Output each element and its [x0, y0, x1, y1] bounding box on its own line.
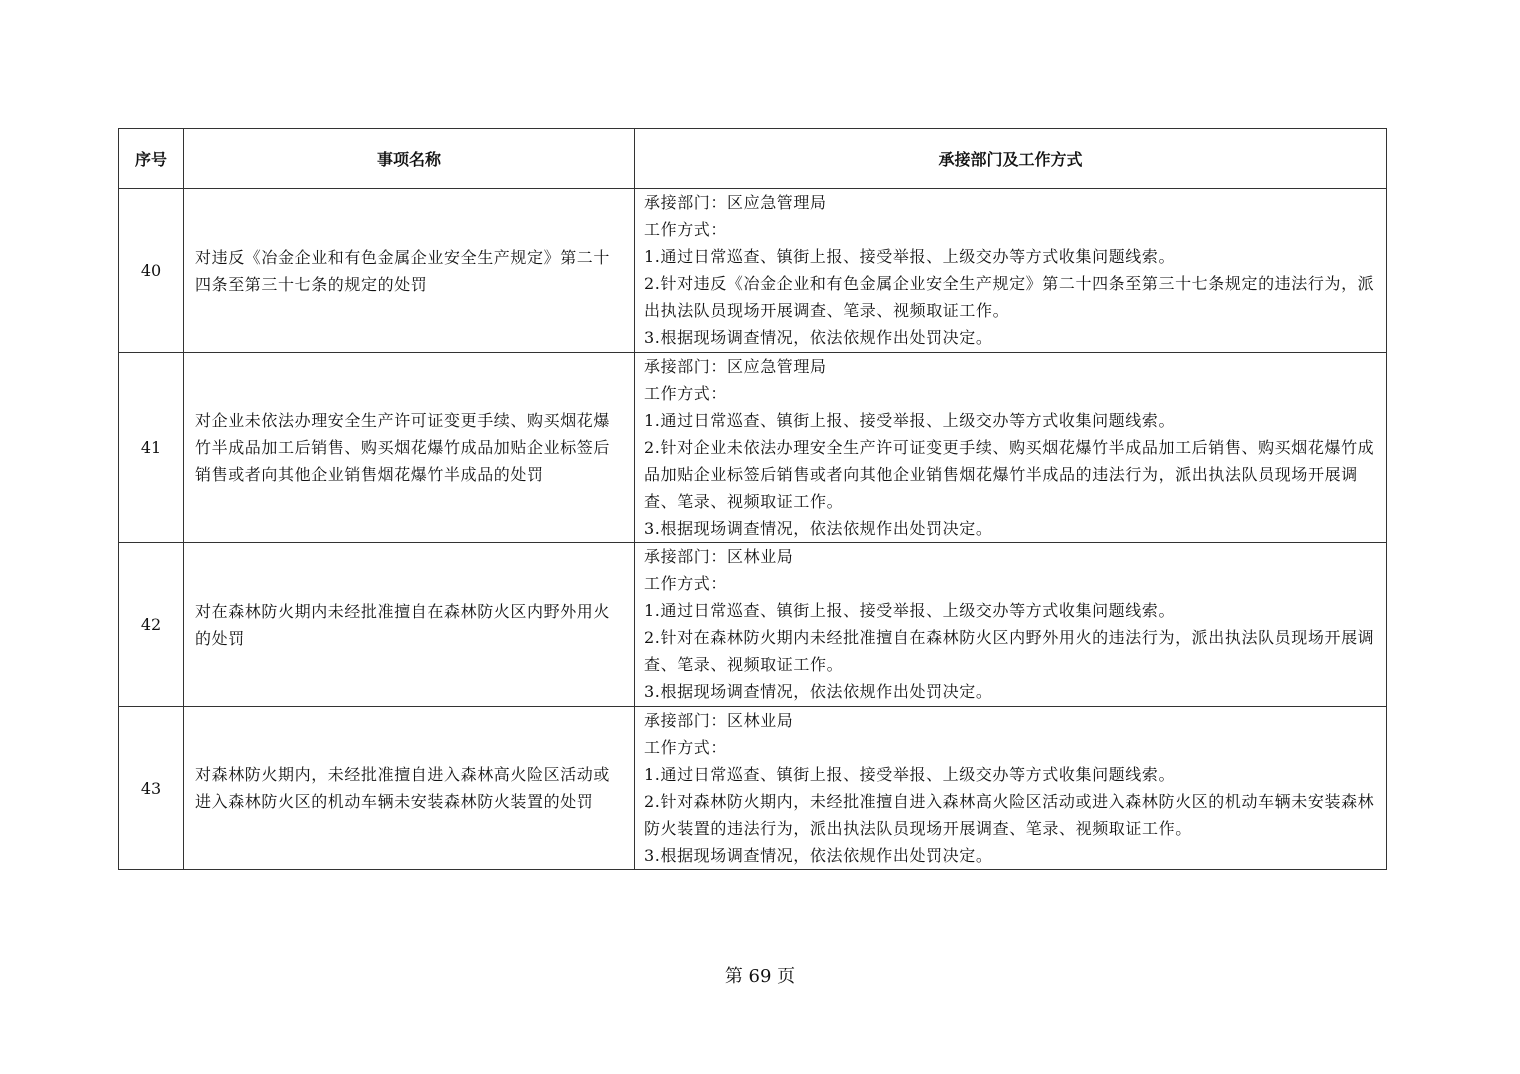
- row-dept: [635, 707, 1387, 870]
- row-seq: 40: [119, 189, 184, 353]
- row-dept: [635, 189, 1387, 353]
- table-row: [119, 707, 1387, 870]
- matters-table: [118, 128, 1387, 870]
- row-name: 对违反《冶金企业和有色金属企业安全生产规定》第二十四条至第三十七条的规定的处罚: [184, 189, 635, 353]
- dept-line: 工作方式：: [644, 574, 728, 593]
- row-name: 对在森林防火期内未经批准擅自在森林防火区内野外用火的处罚: [184, 543, 635, 707]
- row-seq: 42: [119, 543, 184, 707]
- row-name: 对企业未依法办理安全生产许可证变更手续、购买烟花爆竹半成品加工后销售、购买烟花爆竹成品加贴企业标签后销售或者向其他企业销售烟花爆竹半成品的处罚: [184, 353, 635, 543]
- header-row: [119, 129, 1387, 189]
- row-name: 对森林防火期内，未经批准擅自进入森林高火险区活动或进入森林防火区的机动车辆未安装森林防火装置的处罚: [184, 707, 635, 870]
- dept-line: 3.根据现场调查情况，依法依规作出处罚决定。: [644, 682, 993, 701]
- dept-line: 1.通过日常巡查、镇街上报、接受举报、上级交办等方式收集问题线索。: [644, 411, 1176, 430]
- header-seq: 序号: [119, 129, 184, 189]
- dept-line: 2.针对企业未依法办理安全生产许可证变更手续、购买烟花爆竹半成品加工后销售、购买烟花爆竹成品加贴企业标签后销售或者向其他企业销售烟花爆竹半成品的违法行为，派出执法队员现场开展调查、笔录、视频取证工作。: [644, 438, 1375, 511]
- dept-line: 1.通过日常巡查、镇街上报、接受举报、上级交办等方式收集问题线索。: [644, 247, 1176, 266]
- header-name: 事项名称: [184, 129, 635, 189]
- row-dept: [635, 353, 1387, 543]
- dept-line: 工作方式：: [644, 220, 728, 239]
- dept-line: 1.通过日常巡查、镇街上报、接受举报、上级交办等方式收集问题线索。: [644, 765, 1176, 784]
- row-seq: 43: [119, 707, 184, 870]
- dept-line: 工作方式：: [644, 384, 728, 403]
- dept-line: 2.针对违反《冶金企业和有色金属企业安全生产规定》第二十四条至第三十七条规定的违法行为，派出执法队员现场开展调查、笔录、视频取证工作。: [644, 274, 1375, 320]
- dept-line: 2.针对森林防火期内，未经批准擅自进入森林高火险区活动或进入森林防火区的机动车辆未安装森林防火装置的违法行为，派出执法队员现场开展调查、笔录、视频取证工作。: [644, 792, 1375, 838]
- header-dept: 承接部门及工作方式: [635, 129, 1387, 189]
- dept-line: 承接部门：区应急管理局: [644, 357, 827, 376]
- table-body: [119, 189, 1387, 870]
- table-row: [119, 353, 1387, 543]
- dept-line: 3.根据现场调查情况，依法依规作出处罚决定。: [644, 328, 993, 347]
- dept-line: 1.通过日常巡查、镇街上报、接受举报、上级交办等方式收集问题线索。: [644, 601, 1176, 620]
- dept-line: 工作方式：: [644, 738, 728, 757]
- table-row: [119, 189, 1387, 353]
- dept-line: 3.根据现场调查情况，依法依规作出处罚决定。: [644, 519, 993, 538]
- dept-line: 承接部门：区林业局: [644, 711, 794, 730]
- dept-line: 2.针对在森林防火期内未经批准擅自在森林防火区内野外用火的违法行为，派出执法队员现场开展调查、笔录、视频取证工作。: [644, 628, 1375, 674]
- table-row: [119, 543, 1387, 707]
- page-number: 第 69 页: [724, 966, 796, 987]
- table-header: [119, 129, 1387, 189]
- row-dept: [635, 543, 1387, 707]
- dept-line: 承接部门：区林业局: [644, 547, 794, 566]
- row-seq: 41: [119, 353, 184, 543]
- dept-line: 3.根据现场调查情况，依法依规作出处罚决定。: [644, 846, 993, 865]
- dept-line: 承接部门：区应急管理局: [644, 193, 827, 212]
